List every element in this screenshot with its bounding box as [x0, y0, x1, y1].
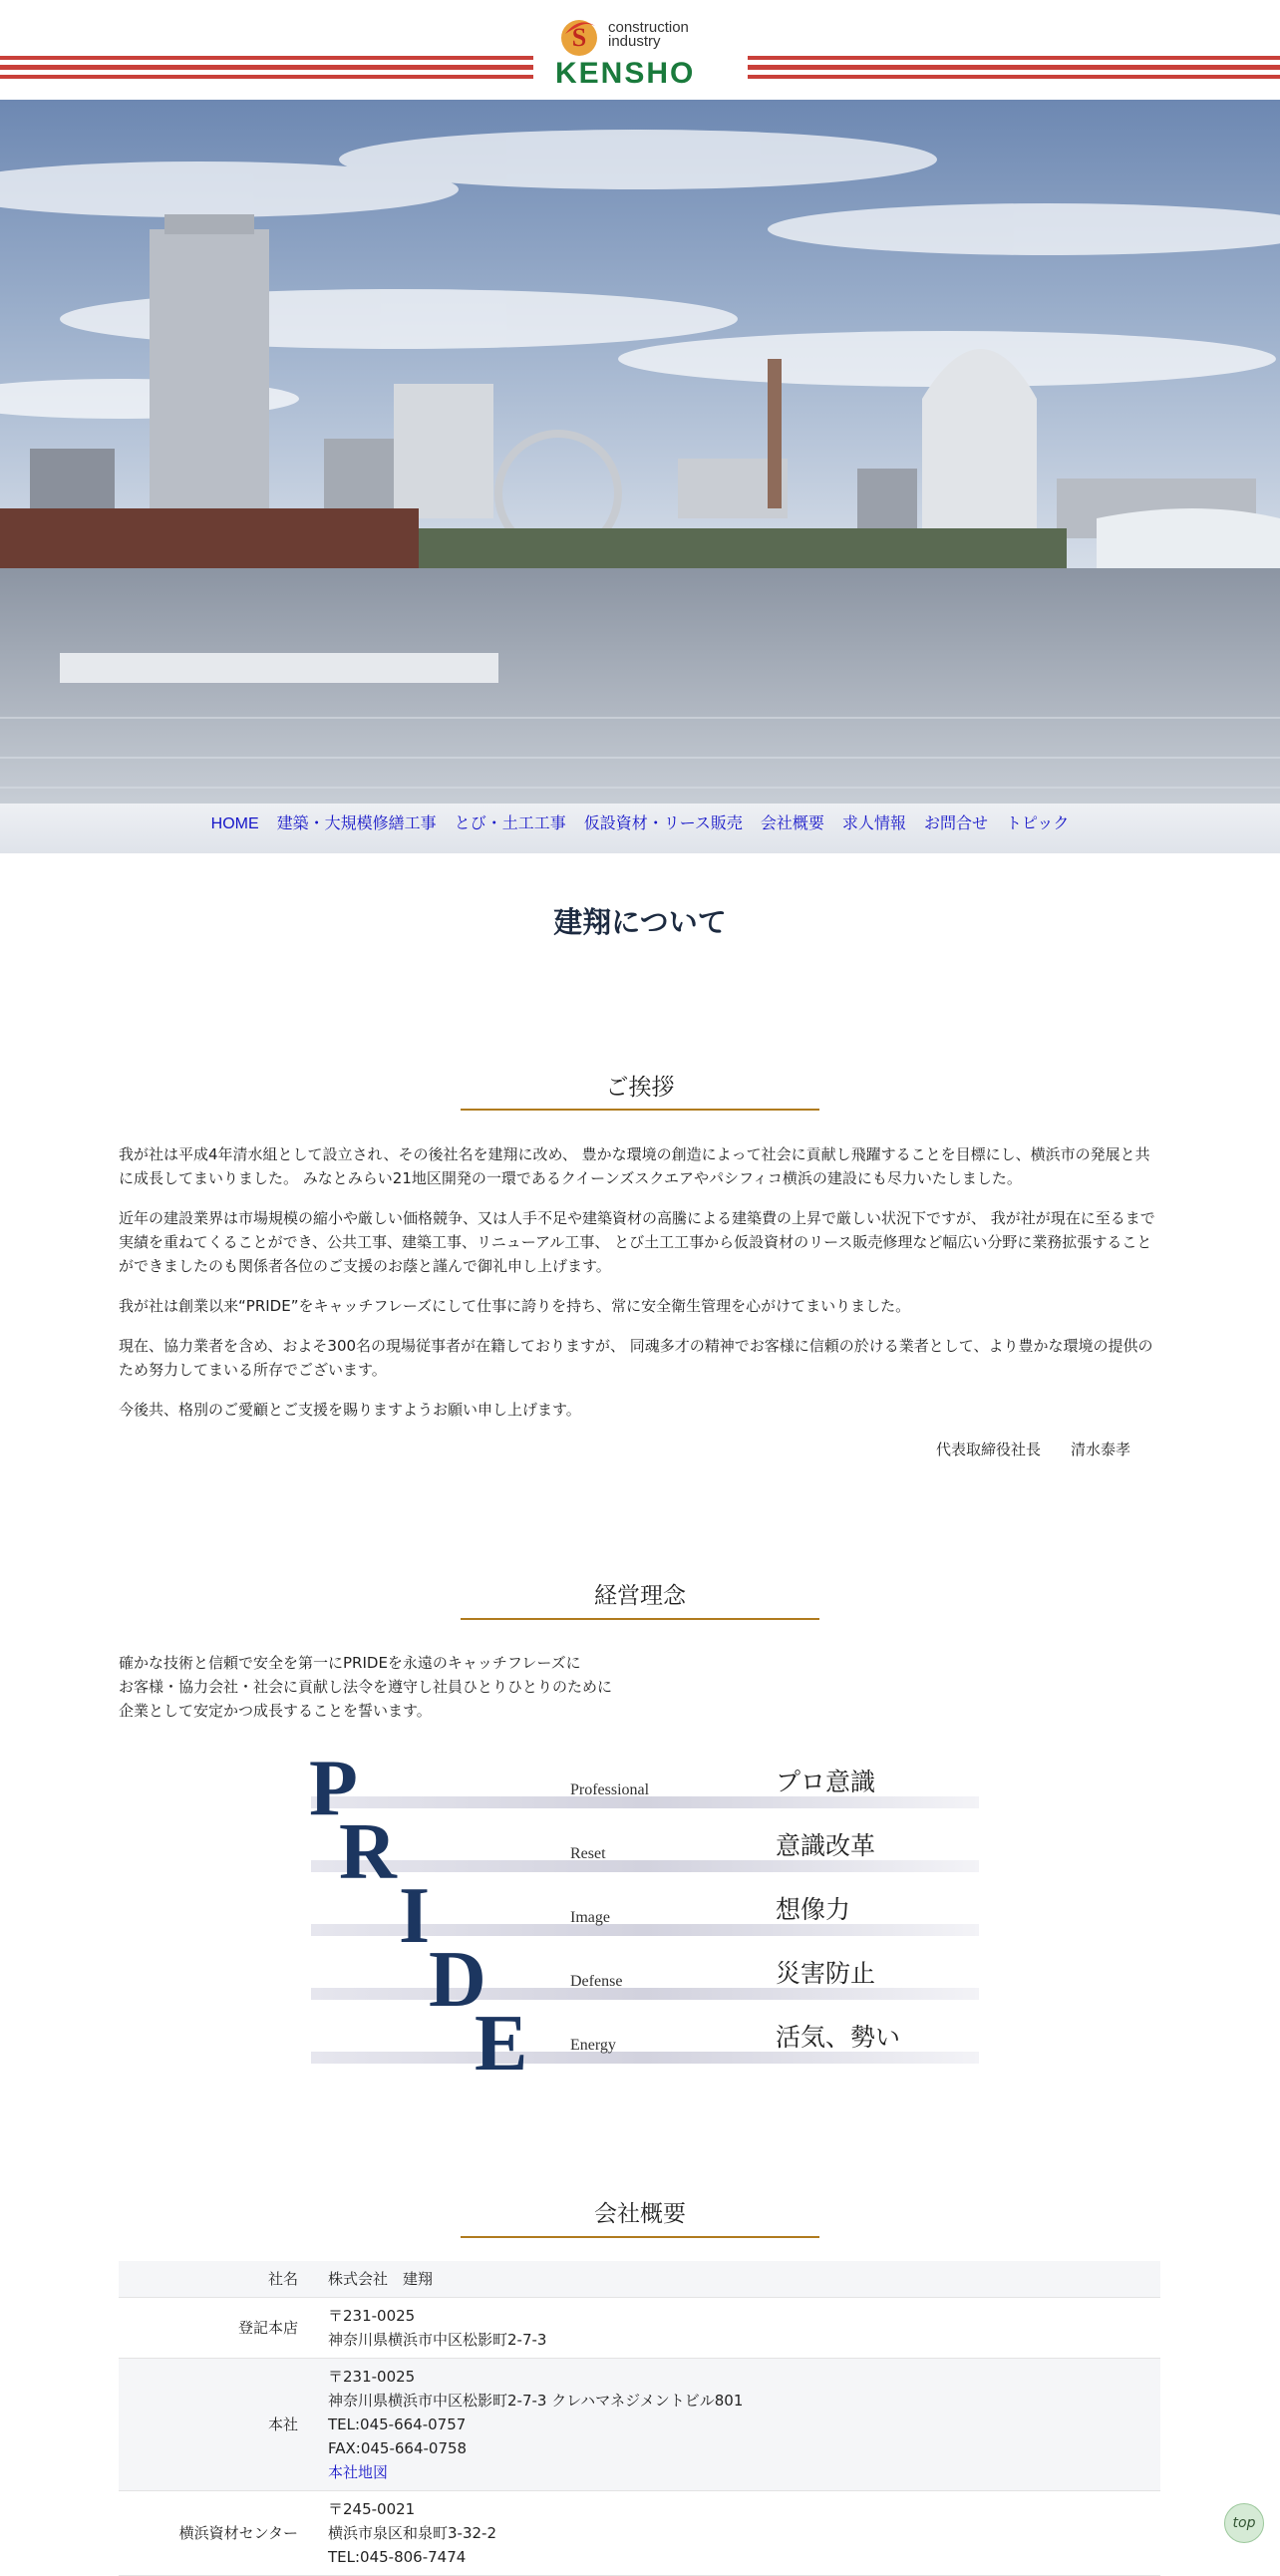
greeting-body [119, 1142, 1160, 1477]
logo-s-icon [557, 12, 601, 60]
pride-word: Energy [570, 2037, 616, 2054]
greeting-paragraph: 今後共、格別のご愛顧とご支援を賜りますようお願い申し上げます。 [119, 1401, 581, 1419]
row-value: TEL:045-806-7474 [328, 2548, 467, 2566]
row-label: 本社 [267, 2415, 298, 2433]
site-header [0, 0, 1280, 100]
nav-item-contact[interactable]: お問合せ [923, 815, 988, 832]
company-underline [461, 2236, 819, 2238]
pride-jp: 意識改革 [776, 1831, 876, 1860]
logo-tagline-1: construction [608, 19, 689, 36]
back-to-top-button[interactable]: top [1224, 2503, 1264, 2543]
row-label: 横浜資材センター [178, 2524, 298, 2542]
row-value: FAX:045-664-0758 [328, 2439, 468, 2457]
greeting-heading: ご挨拶 [605, 1075, 675, 1101]
row-value: 神奈川県横浜市中区松影町2-7-3 [328, 2331, 547, 2349]
pride-word: Image [570, 1909, 610, 1926]
row-value: 横浜市泉区和泉町3-32-2 [328, 2524, 496, 2542]
pride-jp: プロ意識 [776, 1768, 876, 1796]
pride-word: Defense [570, 1973, 623, 1990]
row-label: 登記本店 [237, 2319, 298, 2337]
greeting-paragraph: 現在、協力業者を含め、およそ300名の現場従事者が在籍しておりますが、 同魂多才の精神でお客様に信頼の於ける業者として、より豊かな環境の提供のため努力してまいる所存でございます。 [119, 1337, 1153, 1379]
nav-item-home[interactable]: HOME [210, 815, 259, 832]
logo-brand-name: KENSHO [555, 57, 696, 90]
row-value: 神奈川県横浜市中区松影町2-7-3 クレハマネジメントビル801 [328, 2392, 744, 2410]
hq-map-link[interactable]: 本社地図 [328, 2463, 389, 2481]
pride-jp: 想像力 [776, 1895, 851, 1924]
row-value: 〒231-0025 [328, 2368, 416, 2386]
philosophy-line: 確かな技術と信頼で安全を第一にPRIDEを永遠のキャッチフレーズに [119, 1654, 581, 1672]
hero-skyline-image [0, 100, 1280, 807]
nav-item-topics[interactable]: トピック [1005, 815, 1070, 832]
row-value: TEL:045-664-0757 [328, 2415, 467, 2433]
philosophy-underline [461, 1618, 819, 1620]
row-value: 〒245-0021 [328, 2500, 416, 2518]
pride-jp: 活気、勢い [776, 2023, 901, 2052]
greeting-underline [461, 1109, 819, 1111]
nav-item-scaffolding[interactable]: とび・土工工事 [454, 815, 566, 832]
pride-letter: I [399, 1872, 431, 1960]
row-value: 〒231-0025 [328, 2307, 416, 2325]
greeting-paragraph: 近年の建設業界は市場規模の縮小や厳しい価格競争、又は人手不足や建築資材の高騰による建築費の上昇で厳しい状況下ですが、 我が社が現在に至るまで実績を重ねてくることができ、公共工事、建築工事、リニューアル工事、 とび土工工事から仮設資材のリース販売修理など幅広い分野に業務拡張することができましたのも関係者各位のご支援のお蔭と謹んで御礼申し上げます。 [119, 1209, 1155, 1275]
pride-graphic [307, 1745, 980, 2084]
greeting-paragraph: 我が社は創業以来“PRIDE”をキャッチフレーズにして仕事に誇りを持ち、常に安全衛生管理を心がけてまいりました。 [119, 1297, 911, 1315]
pride-letter: P [309, 1745, 358, 1832]
nav-item-company[interactable]: 会社概要 [760, 815, 824, 832]
philosophy-body [119, 1651, 1160, 1723]
greeting-paragraph: 我が社は平成4年清水組として設立され、その後社名を建翔に改め、 豊かな環境の創造によって社会に貢献し飛躍することを目標にし、横浜市の発展と共に成長してまいりました。 みなとみらい21地区開発の一環であるクイーンズスクエアやパシフィコ横浜の建設にも尽力いたしました。 [119, 1145, 1150, 1187]
philosophy-line: 企業として安定かつ成長することを誓います。 [119, 1702, 432, 1720]
nav-item-lease[interactable]: 仮設資材・リース販売 [583, 815, 743, 832]
header-stripes-right [748, 56, 1280, 82]
logo-tagline-2: industry [608, 33, 661, 50]
pride-letter: E [475, 2000, 528, 2084]
svg-text:S: S [571, 23, 587, 52]
pride-word: Reset [570, 1845, 606, 1862]
greeting-signature: 代表取締役社長 清水泰孝 [935, 1441, 1130, 1458]
page-title: 建翔について [553, 905, 727, 940]
table-row [119, 2261, 1160, 2298]
table-row [119, 2491, 1160, 2576]
philosophy-line: お客様・協力会社・社会に貢献し法令を遵守し社員ひとりひとりのために [119, 1678, 613, 1696]
main-nav [0, 804, 1280, 853]
company-logo[interactable] [553, 8, 733, 88]
pride-letter: R [339, 1808, 397, 1896]
row-label: 社名 [267, 2270, 298, 2288]
pride-word: Professional [570, 1781, 650, 1798]
pride-jp: 災害防止 [776, 1959, 876, 1988]
pride-letter: D [429, 1936, 486, 2024]
company-heading: 会社概要 [594, 2201, 686, 2227]
row-value: 株式会社 建翔 [328, 2270, 434, 2288]
table-row [119, 2359, 1160, 2491]
company-table [119, 2261, 1160, 2576]
header-stripes-left [0, 56, 533, 82]
nav-item-recruit[interactable]: 求人情報 [841, 815, 906, 832]
nav-item-construction[interactable]: 建築・大規模修繕工事 [276, 815, 437, 832]
philosophy-heading: 経営理念 [594, 1583, 686, 1609]
table-row [119, 2298, 1160, 2359]
